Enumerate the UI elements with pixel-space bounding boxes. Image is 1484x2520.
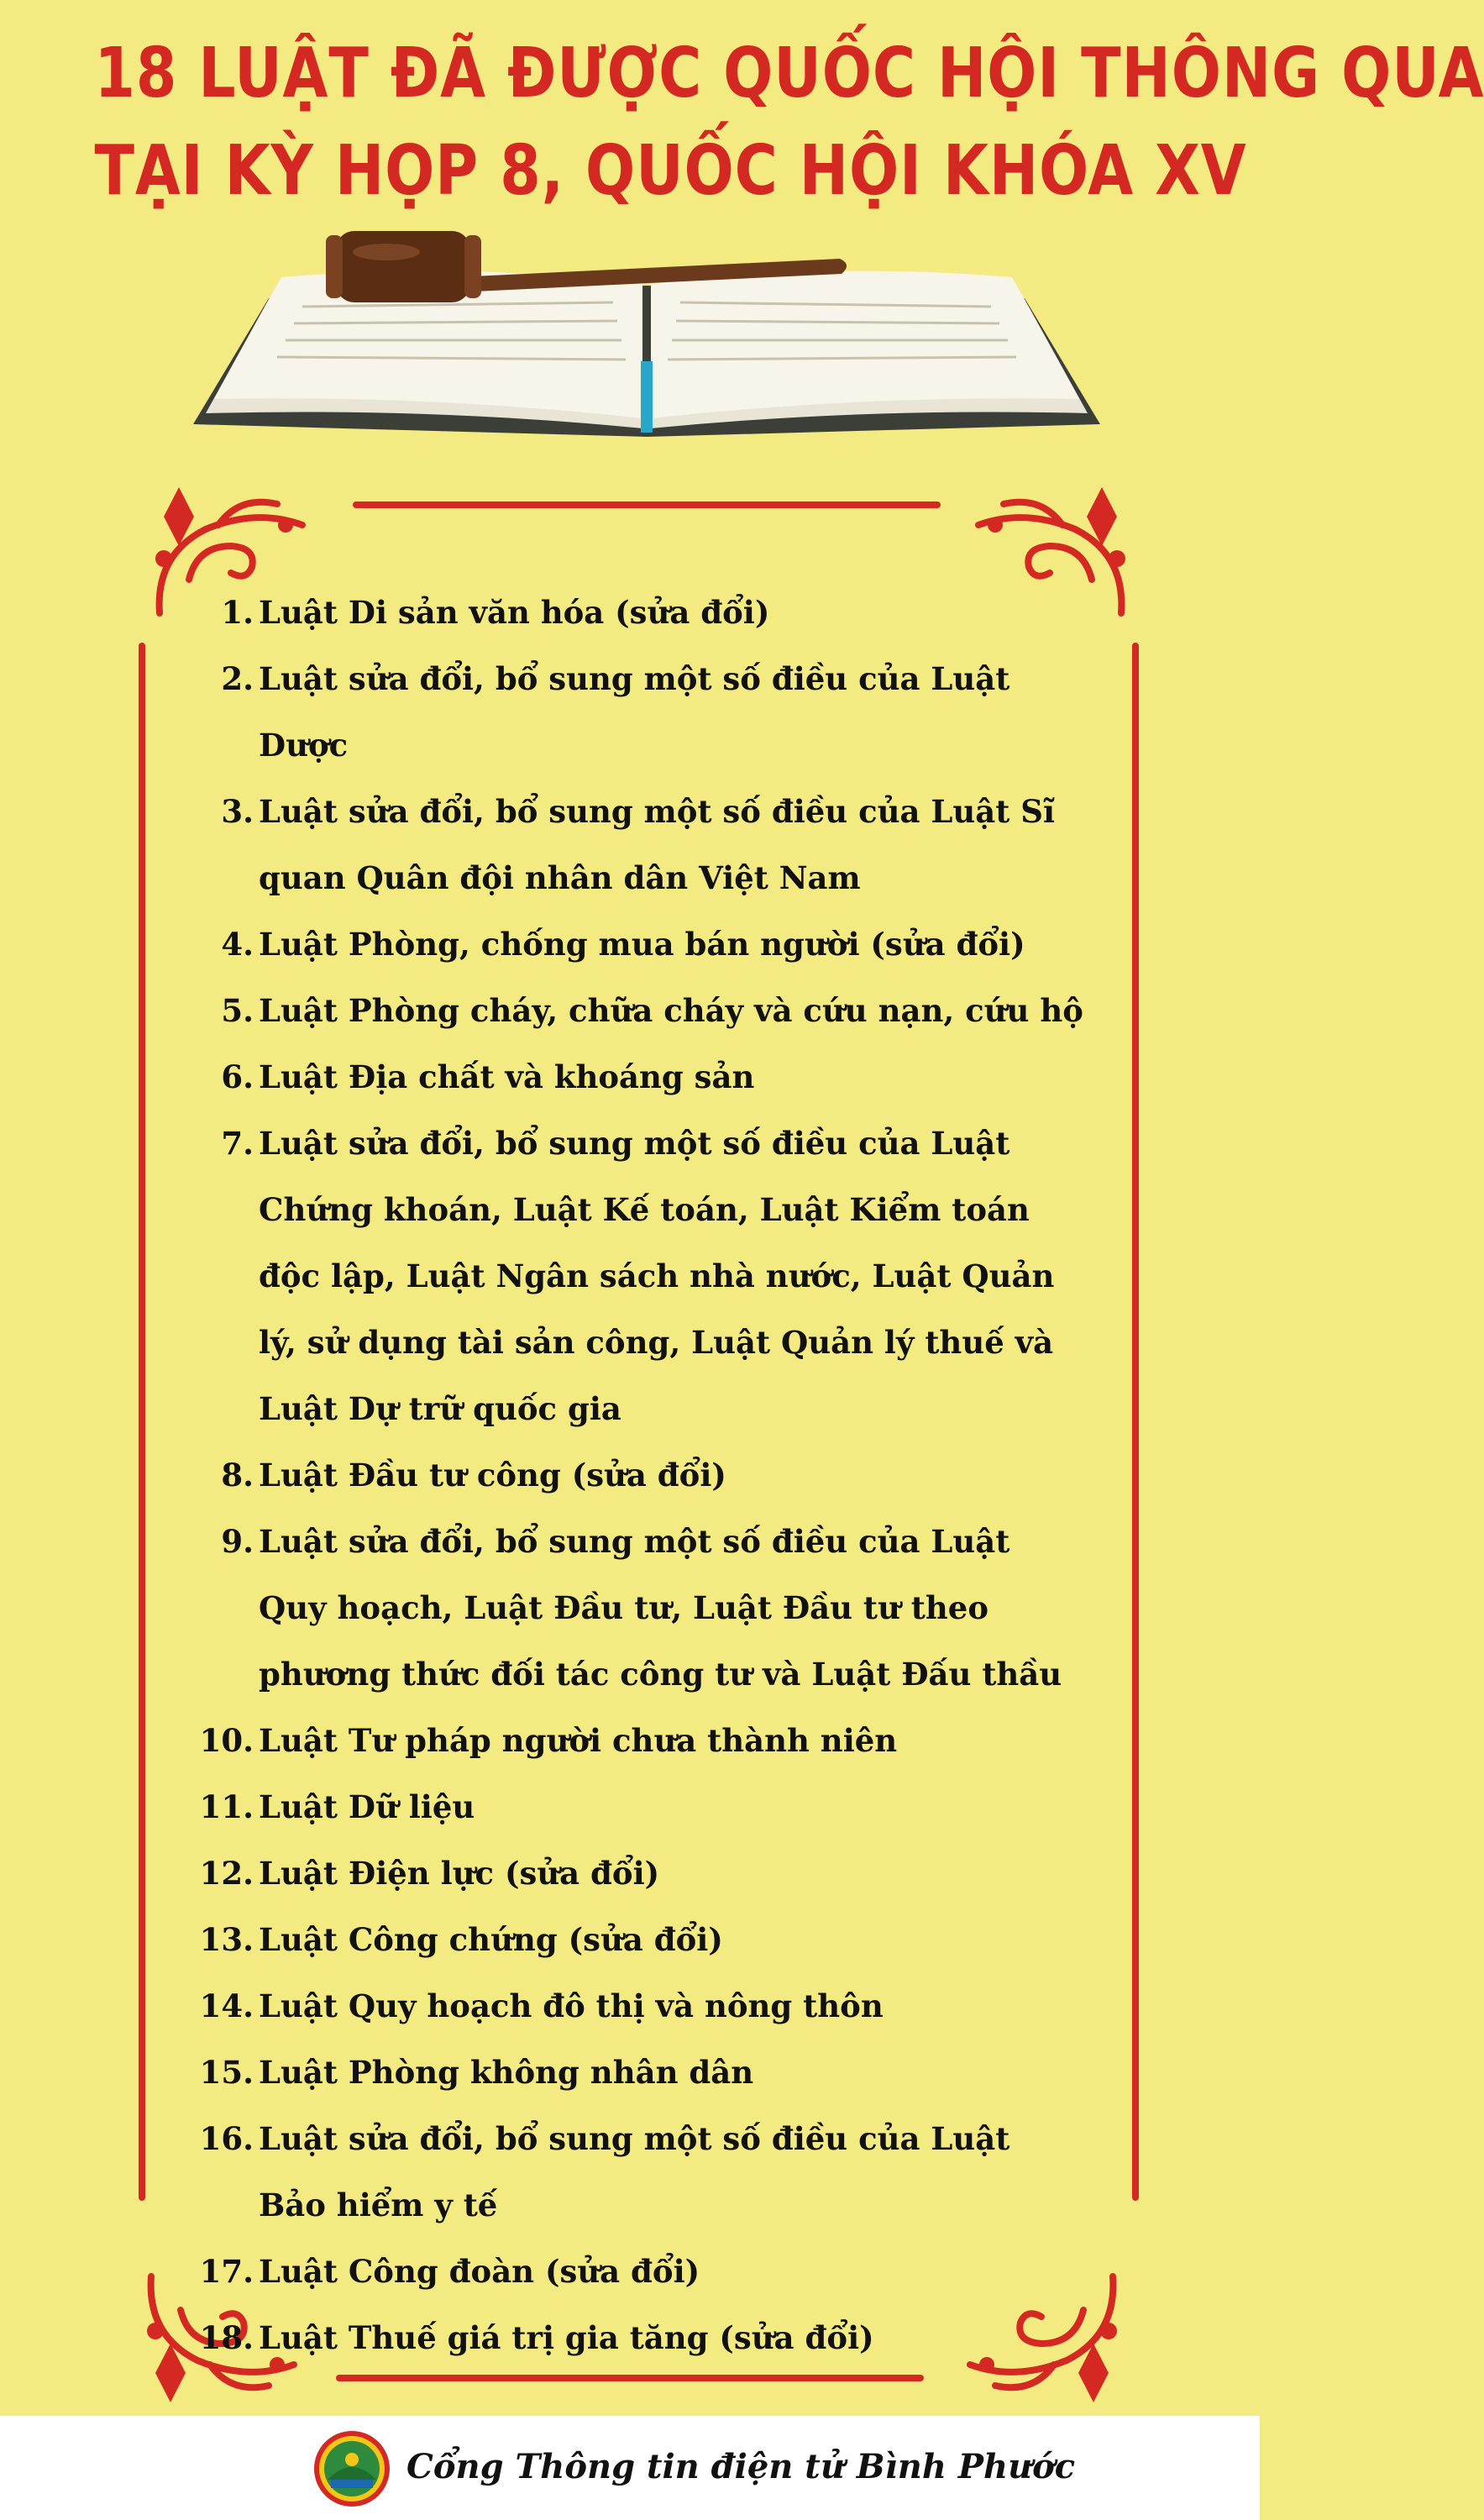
law-item xyxy=(193,1044,1083,1110)
law-item-number: 10. xyxy=(199,1722,254,1759)
law-item xyxy=(193,1774,1083,1840)
law-item-number: 12. xyxy=(199,1855,254,1892)
law-item-number: 11. xyxy=(199,1788,254,1825)
page-title xyxy=(0,25,1484,220)
law-item xyxy=(193,1442,1083,1509)
left-border xyxy=(139,643,145,2201)
law-list xyxy=(193,580,1083,2371)
law-item xyxy=(193,1973,1083,2040)
law-item-title: Luật Phòng, chống mua bán người (sửa đổi) xyxy=(259,926,1025,963)
law-item-number: 9. xyxy=(221,1523,254,1560)
law-item-number: 13. xyxy=(199,1921,254,1958)
law-item-number: 18. xyxy=(199,2319,254,2356)
title-line-1: 18 LUẬT ĐÃ ĐƯỢC QUỐC HỘI THÔNG QUA xyxy=(94,34,1484,113)
law-item-number: 16. xyxy=(199,2120,254,2157)
law-item-title: Luật Đầu tư công (sửa đổi) xyxy=(259,1457,726,1494)
law-item-title: Luật sửa đổi, bổ sung một số điều của Luật Dược xyxy=(259,660,1010,764)
law-item-title: Luật Phòng cháy, chữa cháy và cứu nạn, cứu hộ xyxy=(259,992,1083,1029)
law-item-number: 3. xyxy=(221,793,254,830)
law-item-number: 4. xyxy=(221,926,254,963)
title-line-2: TẠI KỲ HỌP 8, QUỐC HỘI KHÓA XV xyxy=(94,131,1247,211)
footer-site-name: Cổng Thông tin điện tử Bình Phước xyxy=(406,2447,1076,2486)
law-item-title: Luật Phòng không nhân dân xyxy=(259,2054,754,2091)
law-item xyxy=(193,2106,1083,2239)
law-item-number: 1. xyxy=(221,594,254,631)
law-item-title: Luật Địa chất và khoáng sản xyxy=(259,1058,755,1095)
law-item xyxy=(193,2305,1083,2371)
law-item-title: Luật Điện lực (sửa đổi) xyxy=(259,1855,660,1892)
law-item xyxy=(193,911,1083,978)
binh-phuoc-emblem-icon xyxy=(312,2429,391,2508)
gavel-on-open-book-icon xyxy=(176,227,1117,445)
law-item-title: Luật Quy hoạch đô thị và nông thôn xyxy=(259,1987,884,2024)
law-item xyxy=(193,1840,1083,1907)
law-item-title: Luật Dữ liệu xyxy=(259,1788,475,1825)
law-item xyxy=(193,1708,1083,1774)
top-divider xyxy=(353,501,941,508)
law-item-number: 14. xyxy=(199,1987,254,2024)
law-item-title: Luật Di sản văn hóa (sửa đổi) xyxy=(259,594,770,631)
law-item-number: 17. xyxy=(199,2253,254,2290)
law-item xyxy=(193,2040,1083,2106)
law-item-title: Luật sửa đổi, bổ sung một số điều của Luật Quy hoạch, Luật Đầu tư, Luật Đầu tư theo phương thức đối tác công tư và Luật Đấu thầu xyxy=(259,1523,1062,1693)
law-item xyxy=(193,646,1083,779)
law-item-number: 7. xyxy=(221,1125,254,1162)
law-item xyxy=(193,978,1083,1044)
law-item xyxy=(193,1110,1083,1442)
law-item xyxy=(193,580,1083,646)
law-item-number: 5. xyxy=(221,992,254,1029)
law-item-number: 2. xyxy=(221,660,254,697)
footer xyxy=(0,2416,1260,2520)
law-item-number: 8. xyxy=(221,1457,254,1494)
law-item-title: Luật sửa đổi, bổ sung một số điều của Luật Bảo hiểm y tế xyxy=(259,2120,1010,2223)
law-item-number: 6. xyxy=(221,1058,254,1095)
right-border xyxy=(1132,643,1139,2201)
law-item-title: Luật Công đoàn (sửa đổi) xyxy=(259,2253,700,2290)
law-item xyxy=(193,1907,1083,1973)
law-item xyxy=(193,1509,1083,1708)
law-item-title: Luật Công chứng (sửa đổi) xyxy=(259,1921,723,1958)
bottom-divider xyxy=(336,2375,924,2381)
law-item xyxy=(193,2239,1083,2305)
law-item-title: Luật Thuế giá trị gia tăng (sửa đổi) xyxy=(259,2319,874,2356)
law-item-title: Luật Tư pháp người chưa thành niên xyxy=(259,1722,898,1759)
law-item xyxy=(193,779,1083,911)
law-item-title: Luật sửa đổi, bổ sung một số điều của Luật Chứng khoán, Luật Kế toán, Luật Kiểm toán độc lập, Luật Ngân sách nhà nước, Luật Quản lý, sử dụng tài sản công, Luật Quản lý thuế và Luật Dự trữ quốc gia xyxy=(259,1125,1055,1427)
law-item-title: Luật sửa đổi, bổ sung một số điều của Luật Sĩ quan Quân đội nhân dân Việt Nam xyxy=(259,793,1055,896)
law-item-number: 15. xyxy=(199,2054,254,2091)
